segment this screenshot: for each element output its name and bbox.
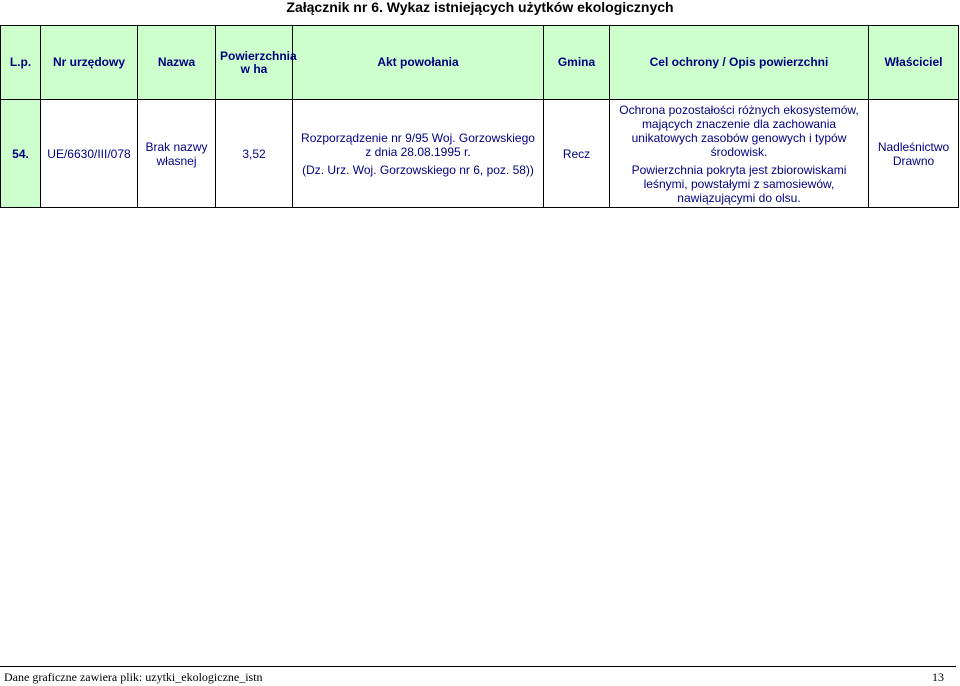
- cell-nazwa: Brak nazwy własnej: [138, 100, 216, 208]
- column-header-gmina: Gmina: [544, 26, 610, 100]
- cel-description: Powierzchnia pokryta jest zbiorowiskami leśnymi, powstałymi z samosiewów, nawiązującymi do olsu.: [631, 162, 847, 205]
- akt-journal-ref: (Dz. Urz. Woj. Gorzowskiego nr 6, poz. 58)): [302, 162, 534, 177]
- table-header-row: [1, 26, 959, 100]
- cell-gmina: Recz: [544, 100, 610, 208]
- column-header-lp: L.p.: [1, 26, 41, 100]
- cell-akt: [293, 100, 544, 208]
- column-header-nazwa: Nazwa: [138, 26, 216, 100]
- document-title: Załącznik nr 6. Wykaz istniejących użytków ekologicznych: [286, 0, 674, 15]
- table-row: [1, 100, 959, 208]
- cell-powierzchnia: 3,52: [216, 100, 293, 208]
- column-header-powierzchnia: Powierzchnia w ha: [216, 26, 293, 100]
- cell-wlasciciel: Nadleśnictwo Drawno: [869, 100, 959, 208]
- cell-nr: UE/6630/III/078: [41, 100, 138, 208]
- cell-lp: 54.: [1, 100, 41, 208]
- page-number: 13: [932, 670, 944, 684]
- footer-divider: [0, 666, 956, 667]
- column-header-akt: Akt powołania: [293, 26, 544, 100]
- footer-note: Dane graficzne zawiera plik: uzytki_ekologiczne_istn: [4, 670, 263, 684]
- column-header-wlasciciel: Właściciel: [869, 26, 959, 100]
- cell-cel: [610, 100, 869, 208]
- akt-regulation: Rozporządzenie nr 9/95 Woj. Gorzowskiego z dnia 28.08.1995 r.: [301, 130, 535, 159]
- column-header-cel: Cel ochrony / Opis powierzchni: [610, 26, 869, 100]
- column-header-nr: Nr urzędowy: [41, 26, 138, 100]
- cel-goal: Ochrona pozostałości różnych ekosystemów, mających znaczenie dla zachowania unikatowych zasobów genowych i typów środowisk.: [619, 102, 859, 159]
- ecological-sites-table: [0, 25, 959, 208]
